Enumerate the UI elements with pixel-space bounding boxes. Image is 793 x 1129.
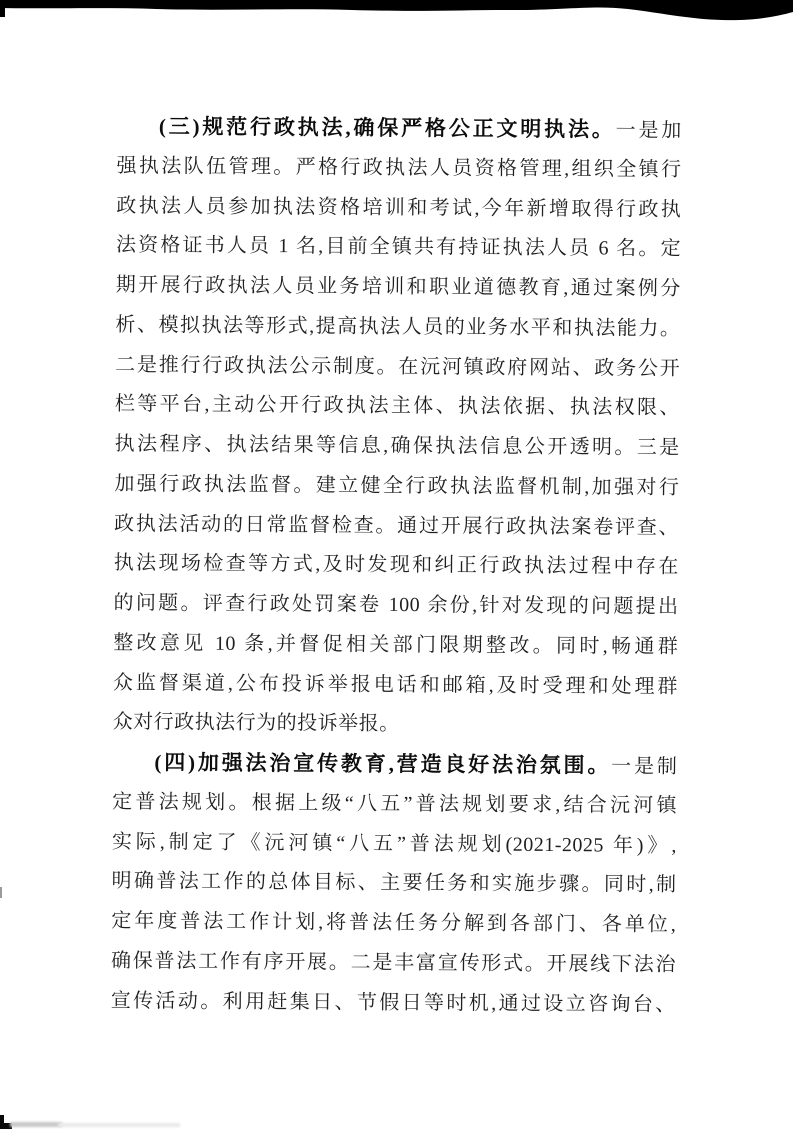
text-line: 的问题。评查行政处罚案卷 100 余份,针对发现的问题提出: [113, 591, 679, 618]
text-line: 宣传活动。利用赶集日、节假日等时机,通过设立咨询台、: [110, 989, 676, 1016]
text-line: 法资格证书人员 1 名,目前全镇共有持证执法人员 6 名。定: [115, 234, 682, 261]
text-line: 执法现场检查等方式,及时发现和纠正行政执法过程中存在: [113, 552, 679, 579]
text-line: 执法程序、执法结果等信息,确保执法信息公开透明。三是: [114, 432, 680, 459]
text-line: 析、模拟执法等形式,提高执法人员的业务水平和执法能力。: [115, 313, 681, 340]
text-line: 众监督渠道,公布投诉举报电话和邮箱,及时受理和处理群: [112, 671, 679, 698]
text-line: 栏等平台,主动公开行政执法主体、执法依据、执法权限、: [114, 393, 680, 420]
scan-artifact-bottom-left-streak: [58, 1123, 180, 1127]
text-line: 实际,制定了《沅河镇“八五”普法规划(2021-2025 年)》,: [111, 830, 677, 857]
scan-artifact-top-band: [0, 0, 793, 26]
scan-artifact-left-edge: [0, 887, 2, 898]
text-line: 整改意见 10 条,并督促相关部门限期整改。同时,畅通群: [113, 631, 679, 658]
text-line: 期开展行政执法人员业务培训和职业道德教育,通过案例分: [115, 273, 681, 300]
text-line: 加强行政执法监督。建立健全行政执法监督机制,加强对行: [114, 472, 680, 499]
text-line: 明确普法工作的总体目标、主要任务和实施步骤。同时,制: [111, 870, 677, 897]
text-line: 政执法人员参加执法资格培训和考试,今年新增取得行政执: [116, 194, 682, 221]
text-line: 众对行政执法行为的投诉举报。: [112, 711, 400, 736]
scan-artifact-bottom-left-smudge: [10, 1122, 62, 1127]
text-line: 政执法活动的日常监督检查。通过开展行政执法案卷评查、: [114, 512, 680, 539]
text-line: 定年度普法工作计划,将普法任务分解到各部门、各单位,: [111, 909, 677, 936]
section-heading: (三)规范行政执法,确保严格公正文明执法。: [158, 114, 616, 142]
document-body-text: [111, 107, 682, 1025]
section-heading: (四)加强法治宣传教育,营造良好法治氛围。: [154, 750, 612, 778]
paragraph-section-4: [111, 743, 678, 1025]
text-line: (四)加强法治宣传教育,营造良好法治氛围。一是制: [154, 750, 678, 778]
text-line: 二是推行行政执法公示制度。在沅河镇政府网站、政务公开: [115, 353, 681, 380]
text-line: 强执法队伍管理。严格行政执法人员资格管理,组织全镇行: [116, 154, 682, 181]
text-line: 确保普法工作有序开展。二是丰富宣传形式。开展线下法治: [110, 949, 677, 976]
scan-artifact-top-left-stub: [0, 0, 5, 17]
text-line: 定普法规划。根据上级“八五”普法规划要求,结合沅河镇: [112, 790, 678, 817]
text-line: (三)规范行政执法,确保严格公正文明执法。一是加: [158, 114, 682, 142]
paragraph-section-3: [113, 107, 682, 747]
